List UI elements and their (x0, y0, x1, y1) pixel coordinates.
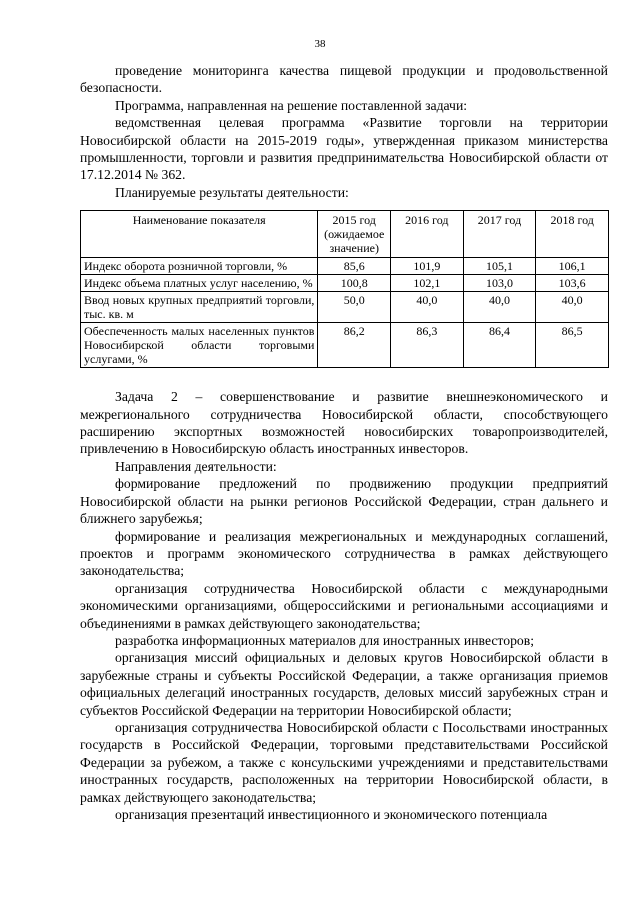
paragraph-direction-agreements: формирование и реализация межрегиональных и международных соглашений, проектов и программ экономического сотрудничества в рамках действующего законодательства; (80, 528, 608, 579)
table-header-indicator: Наименование показателя (81, 211, 318, 258)
section-gap (80, 377, 608, 388)
table-header-2015: 2015 год (ожидаемое значение) (318, 211, 391, 258)
planned-results-table (80, 210, 609, 368)
table-cell-value: 103,0 (463, 275, 536, 292)
table-header-2017: 2017 год (463, 211, 536, 258)
table-cell-label: Обеспеченность малых населенных пунктов Новосибирской области торговыми услугами, % (81, 323, 318, 368)
table-cell-value: 105,1 (463, 258, 536, 275)
table-cell-value: 40,0 (463, 292, 536, 323)
table-cell-value: 86,5 (536, 323, 609, 368)
table-header-2016: 2016 год (391, 211, 464, 258)
table-cell-label: Индекс объема платных услуг населению, % (81, 275, 318, 292)
top-section (80, 62, 608, 201)
paragraph-direction-organizations: организация сотрудничества Новосибирской области с международными экономическими организациями, общероссийскими и региональными ассоциациями и объединениями в рамках действующего законодательства; (80, 580, 608, 631)
paragraph-direction-promotion: формирование предложений по продвижению продукции предприятий Новосибирской области на рынки регионов Российской Федерации, стран дальнего и ближнего зарубежья; (80, 476, 608, 527)
table-cell-value: 86,4 (463, 323, 536, 368)
page-number: 38 (314, 38, 326, 50)
paragraph-monitoring: проведение мониторинга качества пищевой продукции и продовольственной безопасности. (80, 63, 608, 96)
table-cell-value: 86,2 (318, 323, 391, 368)
paragraph-results-intro: Планируемые результаты деятельности: (115, 184, 349, 200)
paragraph-direction-presentations: организация презентаций инвестиционного и экономического потенциала (115, 807, 548, 822)
bottom-section (80, 388, 608, 823)
table-cell-value: 86,3 (391, 323, 464, 368)
table-cell-value: 40,0 (391, 292, 464, 323)
document-body (80, 62, 608, 823)
table-cell-value: 106,1 (536, 258, 609, 275)
table-row (81, 292, 609, 323)
table-cell-value: 103,6 (536, 275, 609, 292)
paragraph-direction-materials: разработка информационных материалов для иностранных инвесторов; (115, 632, 535, 648)
paragraph-direction-embassies: организация сотрудничества Новосибирской области с Посольствами иностранных государств в Российской Федерации, торговыми представительствами Российской Федерации за рубежом, а также с консульскими учреждениями и представительствами иностранных государств, расположенных на территории Новосибирской области, в рамках действующего законодательства; (80, 719, 608, 805)
table-header-row (81, 211, 609, 258)
table-cell-label: Индекс оборота розничной торговли, % (81, 258, 318, 275)
table-cell-value: 85,6 (318, 258, 391, 275)
table-cell-value: 102,1 (391, 275, 464, 292)
paragraph-directions-heading: Направления деятельности: (115, 458, 277, 474)
paragraph-program-name: ведомственная целевая программа «Развитие торговли на территории Новосибирской области на 2015-2019 годы», утвержденная приказом министерства промышленности, торговли и развития предпринимательства Новосибирской области от 17.12.2014 № 362. (80, 115, 608, 183)
table-row (81, 258, 609, 275)
table-cell-value: 40,0 (536, 292, 609, 323)
table-cell-value: 101,9 (391, 258, 464, 275)
paragraph-direction-missions: организация миссий официальных и деловых кругов Новосибирской области в зарубежные страны и субъекты Российской Федерации, а также организация приемов официальных делегаций иностранных государств, деловых миссий зарубежных стран и субъектов Российской Федерации на территории Новосибирской области; (80, 650, 608, 718)
paragraph-task-2: Задача 2 – совершенствование и развитие внешнеэкономического и межрегионального сотрудничества Новосибирской области, способствующего расширению экспортных возможностей новосибирских товаропроизводителей, привлечению в Новосибирскую область иностранных инвесторов. (80, 389, 608, 457)
table-header-2018: 2018 год (536, 211, 609, 258)
paragraph-program-intro: Программа, направленная на решение поставленной задачи: (115, 97, 468, 113)
table-row (81, 275, 609, 292)
table-cell-value: 50,0 (318, 292, 391, 323)
table-cell-value: 100,8 (318, 275, 391, 292)
table-cell-label: Ввод новых крупных предприятий торговли, тыс. кв. м (81, 292, 318, 323)
table-row (81, 323, 609, 368)
